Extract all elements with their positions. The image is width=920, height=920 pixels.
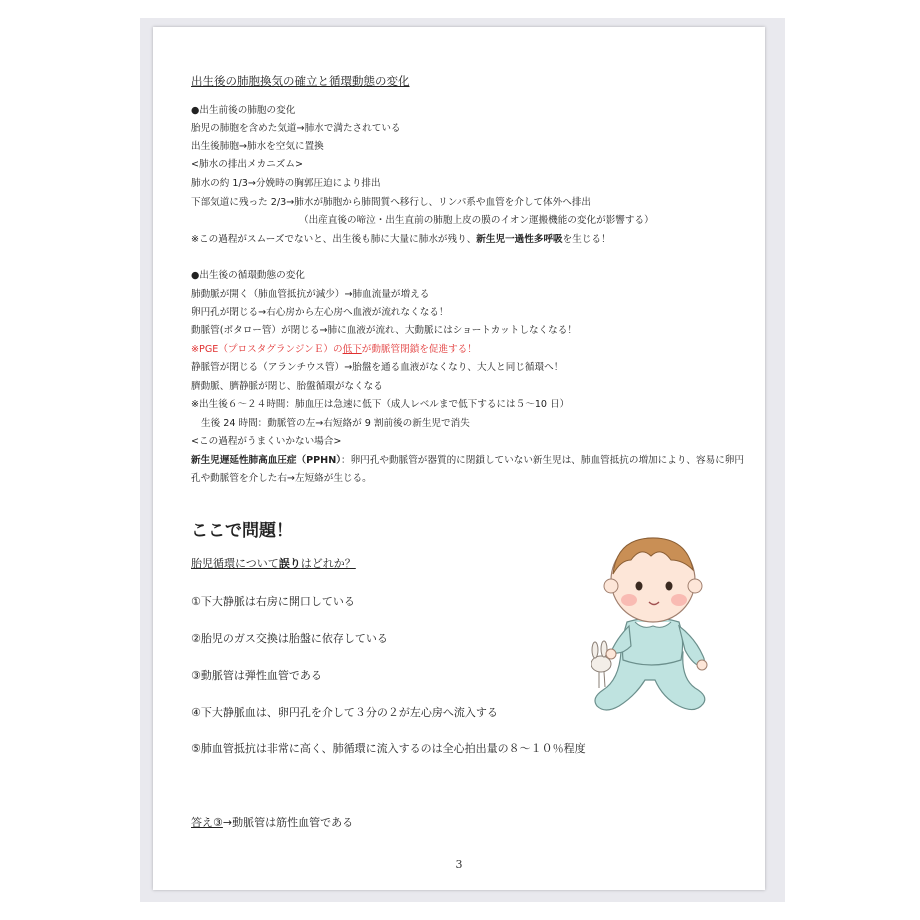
text-line: 動脈管(ボタロー管）が閉じる→肺に血液が流れ、大動脈にはショートカットしなくなる！: [191, 325, 577, 336]
document-page: [153, 27, 765, 890]
text-line: （出産直後の啼泣・出生直前の肺胞上皮の膜のイオン運搬機能の変化が影響する）: [299, 215, 654, 226]
text-line: 胎児の肺胞を含めた気道→肺水で満たされている: [191, 123, 401, 134]
option-5: ⑤肺血管抵抗は非常に高く、肺循環に流入するのは全心拍出量の８～１０％程度: [191, 742, 586, 755]
option-2: ②胎児のガス交換は胎盤に依存している: [191, 632, 388, 645]
text-line: 臍動脈、臍静脈が閉じ、胎盤循環がなくなる: [191, 381, 383, 392]
text-line: 孔や動脈管を介した右→左短絡が生じる。: [191, 473, 372, 484]
option-3: ③動脈管は弾性血管である: [191, 669, 322, 682]
text-line: ●出生前後の肺胞の変化: [191, 105, 296, 116]
text-line: <肺水の排出メカニズム>: [191, 159, 304, 170]
text-line: 肺水の約 1/3→分娩時の胸郭圧迫により排出: [191, 178, 381, 189]
question: 胎児循環について誤りはどれか？: [191, 557, 356, 570]
answer: 答え③→動脈管は筋性血管である: [191, 816, 354, 829]
option-1: ①下大静脈は右房に開口している: [191, 595, 355, 608]
page-number: 3: [455, 858, 463, 871]
baby-illustration-icon: [591, 530, 726, 720]
pphn-line: 新生児遅延性肺高血圧症（PPHN）：卵円孔や動脈管が器質的に閉鎖していない新生児は、肺血管抵抗の増加により、容易に卵円: [191, 455, 744, 466]
text-line: 生後 24 時間：動脈管の左→右短絡が 9 割前後の新生児で消失: [201, 418, 470, 429]
text-line: ●出生後の循環動態の変化: [191, 270, 305, 281]
text-line: 出生後肺胞→肺水を空気に置換: [191, 141, 324, 152]
text-line: ※出生後６～２４時間：肺血圧は急速に低下（成人レベルまで低下するには５～10 日）: [191, 399, 570, 410]
option-4: ④下大静脈血は、卵円孔を介して３分の２が左心房へ流入する: [191, 706, 498, 719]
text-line: 静脈管が閉じる（アランチウス管）→胎盤を通る血液がなくなり、大人と同じ循環へ！: [191, 362, 564, 373]
text-line: 卵円孔が閉じる→右心房から左心房へ血液が流れなくなる！: [191, 307, 449, 318]
text-line: 下部気道に残った 2/3→肺水が肺胞から肺間質へ移行し、リンパ系や血管を介して体外へ排出: [191, 197, 592, 208]
section-heading: ここで問題！: [191, 521, 293, 541]
text-line: <この過程がうまくいかない場合>: [191, 436, 342, 447]
page-title: 出生後の肺胞換気の確立と循環動態の変化: [191, 74, 410, 88]
text-line: 肺動脈が開く（肺血管抵抗が減少）→肺血流量が増える: [191, 289, 430, 300]
pge-note: ※PGE（プロスタグランジンＥ）の低下が動脈管閉鎖を促進する！: [191, 344, 477, 355]
text-line-note: ※この過程がスムーズでないと、出生後も肺に大量に肺水が残り、新生児一過性多呼吸を生じる！: [191, 234, 611, 245]
